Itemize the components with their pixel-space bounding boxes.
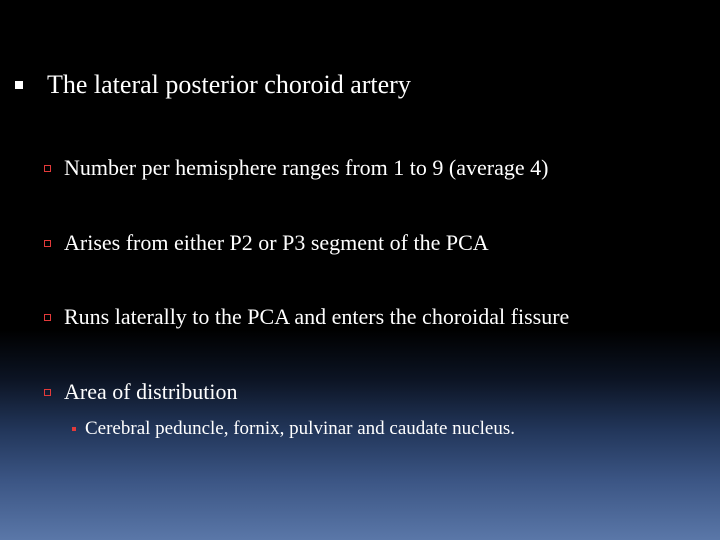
sub-bullet-text: Runs laterally to the PCA and enters the choroidal fissure <box>64 304 570 329</box>
small-square-bullet-icon <box>72 427 76 431</box>
title-bullet-text: The lateral posterior choroid artery <box>47 70 411 99</box>
sub-bullet-4 <box>44 381 238 403</box>
sub-bullet-3 <box>44 306 569 328</box>
square-bullet-icon <box>15 81 23 89</box>
hollow-square-bullet-icon <box>44 389 51 396</box>
sub-bullet-1 <box>44 157 548 179</box>
title-bullet <box>15 72 411 98</box>
sub-bullet-2 <box>44 232 489 254</box>
sub-bullet-text: Arises from either P2 or P3 segment of the PCA <box>64 230 489 255</box>
sub-bullet-text: Area of distribution <box>64 379 238 404</box>
hollow-square-bullet-icon <box>44 240 51 247</box>
sub-sub-bullet-1 <box>72 419 515 438</box>
sub-bullet-text: Number per hemisphere ranges from 1 to 9 (average 4) <box>64 155 549 180</box>
hollow-square-bullet-icon <box>44 165 51 172</box>
hollow-square-bullet-icon <box>44 314 51 321</box>
sub-sub-bullet-text: Cerebral peduncle, fornix, pulvinar and caudate nucleus. <box>85 418 515 439</box>
